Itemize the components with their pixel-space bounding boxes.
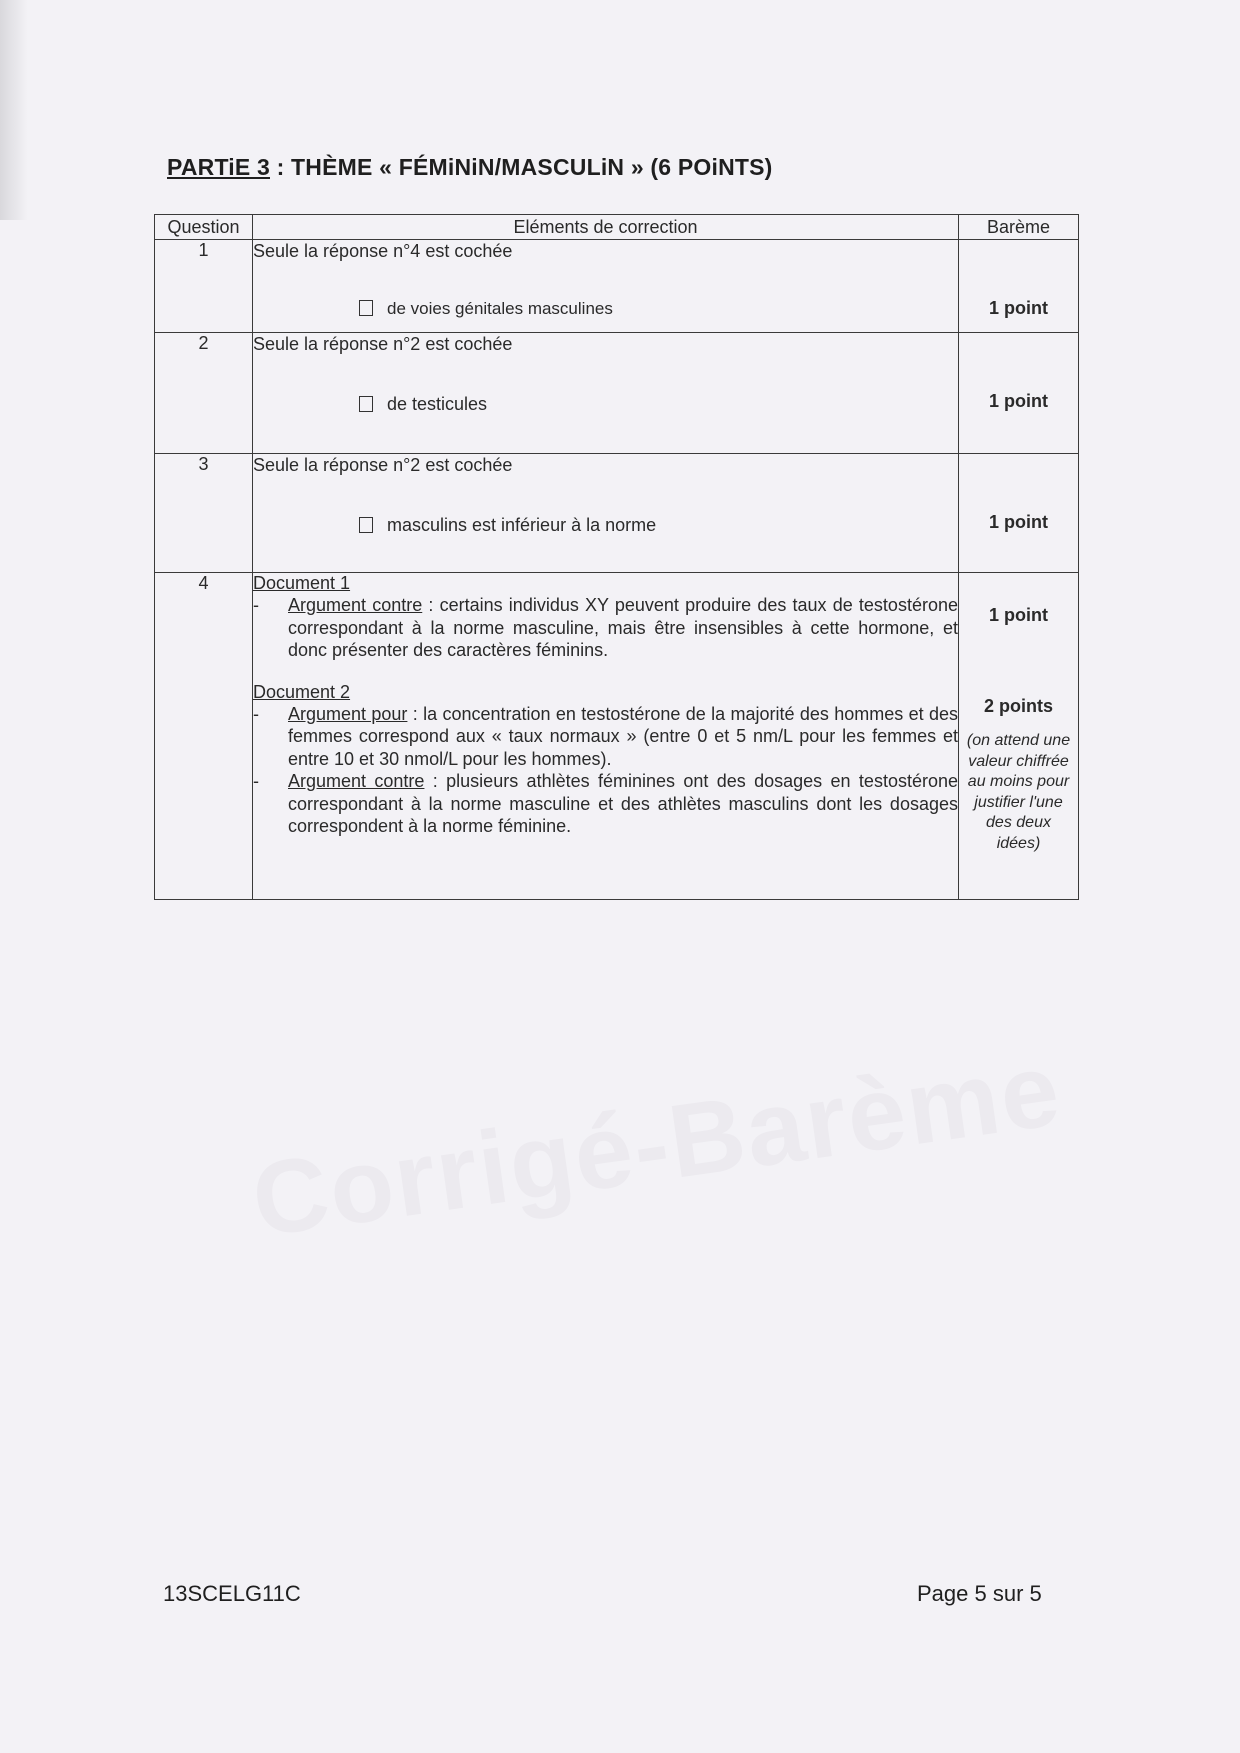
table-row-q2 xyxy=(155,333,1079,454)
argument-text: : certains individus XY peuvent produire des taux de testostérone correspondant à la norme masculine, mais être insensibles à cette hormone, et donc présenter des caractères féminins. xyxy=(288,595,958,660)
document-2-arguments xyxy=(253,703,958,838)
dash-bullet: - xyxy=(253,703,259,724)
answer-choice-label: de voies génitales masculines xyxy=(387,299,613,318)
checkbox-icon xyxy=(359,300,373,316)
score-value-doc2: 2 points xyxy=(983,696,1053,716)
checkbox-icon xyxy=(359,517,373,533)
table-row-q1 xyxy=(155,240,1079,333)
argument-text: : la concentration en testostérone de la majorité des hommes et des femmes correspond aux « taux normaux » (entre 0 et 5 nm/L pour les femmes et entre 10 et 30 nmol/L pour les hommes). xyxy=(288,703,958,769)
answer-choice xyxy=(253,393,958,415)
title-partie: PARTiE 3 xyxy=(167,154,270,180)
score-cell xyxy=(959,573,1079,900)
correction-cell xyxy=(253,573,959,900)
argument-label: Argument contre xyxy=(288,771,425,791)
answer-choice xyxy=(253,514,958,536)
table-row-q4 xyxy=(155,573,1079,900)
answer-statement: Seule la réponse n°2 est cochée xyxy=(253,334,513,354)
question-number: 3 xyxy=(155,454,253,573)
document-1-title: Document 1 xyxy=(253,573,351,593)
answer-statement: Seule la réponse n°4 est cochée xyxy=(253,241,513,261)
question-number: 4 xyxy=(155,573,253,900)
watermark: Corrigé-Barème xyxy=(245,1031,1068,1260)
page-title xyxy=(167,154,773,181)
correction-cell xyxy=(253,333,959,454)
answer-choice-label: masculins est inférieur à la norme xyxy=(387,515,657,535)
header-bareme: Barème xyxy=(959,215,1079,240)
page-number: Page 5 sur 5 xyxy=(917,1581,1042,1606)
header-question: Question xyxy=(155,215,253,240)
table-header-row xyxy=(155,215,1079,240)
scan-shadow xyxy=(0,0,28,220)
argument-label: Argument pour xyxy=(288,703,408,724)
argument-item xyxy=(253,770,958,838)
question-number: 1 xyxy=(155,240,253,333)
score-value: 1 point xyxy=(989,512,1048,532)
dash-bullet: - xyxy=(253,595,259,615)
document-1-arguments xyxy=(253,594,958,662)
score-cell xyxy=(959,240,1079,333)
argument-item xyxy=(253,703,958,771)
argument-label: Argument contre xyxy=(288,595,423,615)
answer-statement: Seule la réponse n°2 est cochée xyxy=(253,455,513,475)
argument-text: : plusieurs athlètes féminines ont des dosages en testostérone correspondant à la norme masculine et des athlètes masculins dont les dosages correspondent à la norme féminine. xyxy=(288,771,958,836)
correction-cell xyxy=(253,454,959,573)
table-row-q3 xyxy=(155,454,1079,573)
score-value: 1 point xyxy=(989,391,1048,411)
document-code: 13SCELG11C xyxy=(163,1581,301,1606)
score-cell xyxy=(959,333,1079,454)
answer-choice-label: de testicules xyxy=(387,394,488,414)
question-number: 2 xyxy=(155,333,253,454)
document-2-title: Document 2 xyxy=(253,681,351,702)
header-elements: Eléments de correction xyxy=(253,215,959,240)
answer-choice xyxy=(253,298,958,320)
correction-cell xyxy=(253,240,959,333)
title-theme: : THÈME « FÉMiNiN/MASCULiN » (6 POiNTS) xyxy=(270,154,773,180)
dash-bullet: - xyxy=(253,771,259,791)
correction-table xyxy=(154,214,1079,900)
score-value: 1 point xyxy=(989,298,1048,318)
argument-item xyxy=(253,594,958,662)
score-value-doc1: 1 point xyxy=(989,605,1048,625)
score-note: (on attend une valeur chiffrée au moins pour justifier l'une des deux idées) xyxy=(966,732,1071,852)
checkbox-icon xyxy=(359,396,373,412)
score-cell xyxy=(959,454,1079,573)
